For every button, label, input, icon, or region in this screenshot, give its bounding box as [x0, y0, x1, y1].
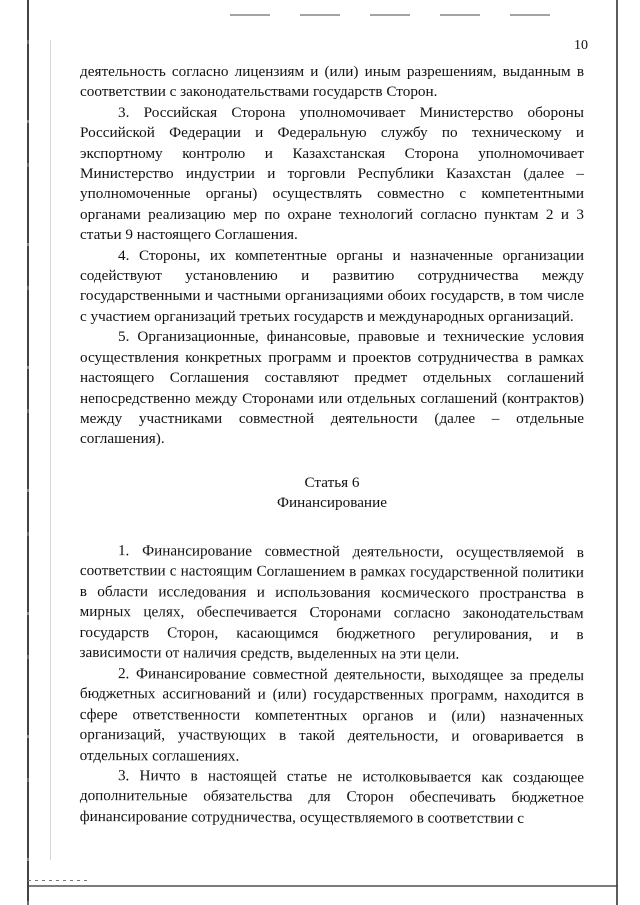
scan-top-marks [230, 14, 560, 16]
paragraph-4: 4. Стороны, их компетентные органы и назначенные организации содействуют установлению и развитию сотрудничества между государственными и частными организациями обоих государств, в том числе с участием организаций третьих государств и международных организаций. [80, 246, 584, 325]
scan-border-right [616, 0, 618, 905]
document-body [80, 62, 584, 827]
scan-bottom-line [28, 885, 618, 887]
article-title: Финансирование [277, 493, 387, 511]
article-clause-1: 1. Финансирование совместной деятельности, осуществляемой в соответствии с настоящим Соглашением в рамках государственной политики в области исследования и использования космического пространства в мирных целях, обеспечивается Сторонами согласно законодательствам государств Сторон, касающимся бюджетного регулирования, и в зависимости от наличия средств, выделенных на эти цели. [79, 542, 584, 663]
scan-bottom-dots [28, 880, 88, 881]
article-clause-2: 2. Финансирование совместной деятельности, выходящее за пределы бюджетных ассигнований и (или) государственных программ, находится в сфере ответственности компетентных органов и (или) назначенных организаций, участвующих в такой деятельности, и оговаривается в отдельных соглашениях. [79, 664, 584, 764]
paragraph-5: 5. Организационные, финансовые, правовые и технические условия осуществления конкретных программ и проектов сотрудничества в рамках настоящего Соглашения составляют предмет отдельных соглашений непосредственно между Сторонами или отдельных соглашений (контрактов) между участниками совместной деятельности (далее – отдельные соглашения). [80, 328, 584, 448]
paragraph-3: 3. Российская Сторона уполномочивает Министерство обороны Российской Федерации и Федеральную службу по техническому и экспортному контролю и Казахстанская Сторона уполномочивает Министерство индустрии и торговли Республики Казахстан (далее – уполномоченные органы) осуществлять совместно с компетентными органами реализацию мер по охране технологий согласно пунктам 2 и 3 статьи 9 настоящего Соглашения. [80, 103, 584, 244]
article-number: Статья 6 [304, 473, 360, 491]
scan-border-left-inner [50, 40, 51, 860]
article-clause-3: 3. Ничто в настоящей статье не истолковывается как создающее дополнительные обязательства для Сторон обеспечивать бюджетное финансирование сотрудничества, осуществляемого в соответствии с [79, 766, 584, 827]
scan-border-left [27, 0, 29, 905]
page-number: 10 [574, 38, 588, 53]
paragraph-intro: деятельность согласно лицензиям и (или) иным разрешениям, выданным в соответствии с законодательствами государств Сторон. [80, 63, 584, 101]
